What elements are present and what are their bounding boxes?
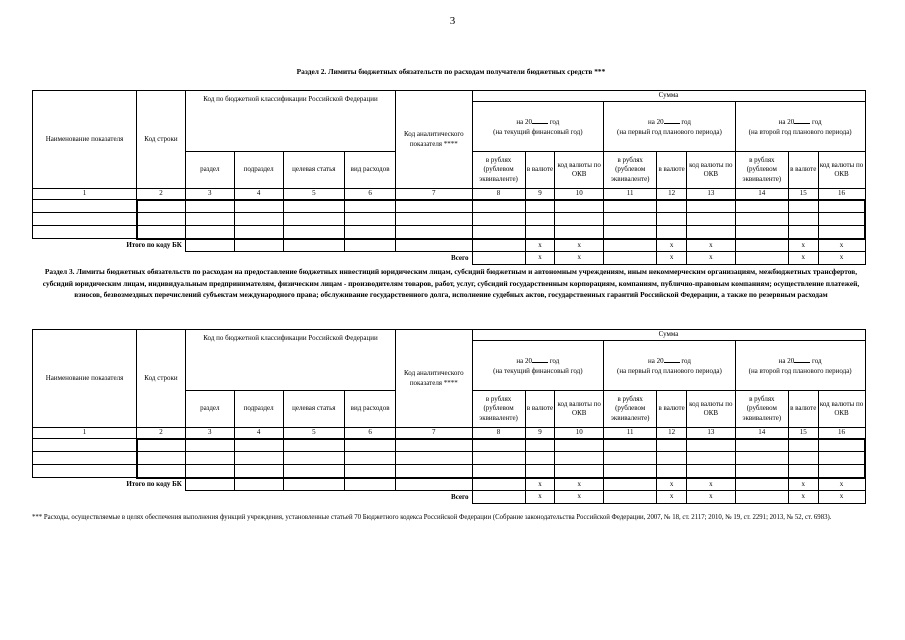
row-name-cell [33,439,137,452]
column-number: 4 [234,428,283,439]
row-name-cell [33,213,137,226]
input-cell[interactable] [185,465,234,478]
input-cell[interactable] [686,213,735,226]
table-row [33,226,866,239]
input-cell[interactable] [472,465,525,478]
table-row [33,213,866,226]
input-cell[interactable] [283,465,345,478]
x-mark: x [525,252,555,265]
x-mark: x [525,491,555,504]
year-suffix: год [681,118,691,126]
column-number: 12 [657,189,687,200]
input-cell[interactable] [818,465,865,478]
row-name-cell [33,226,137,239]
column-number: 6 [345,428,396,439]
x-mark: x [555,491,604,504]
section-3-title: Раздел 3. Лимиты бюджетных обязательств по расходам на предоставление бюджетных инвестиций юридическим лицам, субсидий бюджетным и автономным учреждениям, иным некоммерческим организациям, межбюджетных трансфертов, субсидий юридическим лицам, индивидуальным предпринимателям, физическим лицам - производителям товаров, работ, услуг, субсидий государственным корпорациям, компаниям, публично-правовым компаниям; осуществление платежей, взносов, безвозмездных перечислений субъектам международного права; обслуживание государственного долга, исполнение судебных актов, государственных гарантий Российской Федерации, а также по резервным расходам [42,267,860,299]
header-okv: код валюты по ОКВ [686,152,735,189]
header-rub: в рублях (рублевом эквиваленте) [735,152,788,189]
input-cell[interactable] [735,226,788,239]
year-blank [794,116,810,124]
year-prefix: на 20 [516,357,532,365]
total-bk-label: Итого по коду БК [126,479,182,488]
column-number: 5 [283,189,345,200]
input-cell[interactable] [686,439,735,452]
column-number: 6 [345,189,396,200]
x-mark: x [525,239,555,252]
input-cell[interactable] [345,439,396,452]
input-cell[interactable] [818,213,865,226]
total-all-cell[interactable] [735,491,788,504]
input-cell[interactable] [735,439,788,452]
header-rub: в рублях (рублевом эквиваленте) [472,391,525,428]
header-podrazdel: подраздел [234,152,283,189]
column-number: 15 [788,428,818,439]
column-number: 9 [525,189,555,200]
header-period-1 [472,341,604,391]
input-cell[interactable] [345,213,396,226]
year-prefix: на 20 [647,118,664,126]
input-cell[interactable] [788,200,818,213]
period-label: (на текущий финансовый год) [493,366,583,375]
input-cell[interactable] [555,213,604,226]
header-period-2 [604,341,736,391]
period-label: (на второй год планового периода) [748,127,852,136]
input-cell[interactable] [396,200,472,213]
column-number: 11 [604,428,657,439]
footnote: *** Расходы, осуществляемые в целях обеспечения выполнения функций учреждения, установленные статьей 70 Бюджетного кодекса Российской Федерации (Собрание законодательства Российской Федерации, 2007, № 18, ст. 2117; 2010, № 19, ст. 2291; 2013, № 52, ст. 6983). [32,514,832,521]
input-cell[interactable] [396,452,472,465]
total-all-cell[interactable] [472,252,525,265]
header-name: Наименование показателя [33,91,137,189]
header-period-1 [472,102,604,152]
period-label: (на текущий финансовый год) [493,127,583,136]
input-cell[interactable] [818,200,865,213]
header-podrazdel: подраздел [234,391,283,428]
total-all-cell[interactable] [604,491,657,504]
input-cell[interactable] [137,213,186,226]
input-cell[interactable] [525,213,555,226]
input-cell[interactable] [137,452,186,465]
input-cell[interactable] [283,226,345,239]
input-cell[interactable] [788,465,818,478]
input-cell[interactable] [525,200,555,213]
column-number: 10 [555,189,604,200]
column-number: 1 [33,428,137,439]
column-number: 14 [735,189,788,200]
input-cell[interactable] [788,452,818,465]
header-target: целевая статья [283,152,345,189]
row-name-cell [33,452,137,465]
section-3-table [32,329,866,504]
input-cell[interactable] [185,200,234,213]
x-mark: x [788,252,818,265]
input-cell[interactable] [283,452,345,465]
table-row [33,465,866,478]
input-cell[interactable] [345,452,396,465]
total-cell[interactable] [283,239,345,252]
header-rub: в рублях (рублевом эквиваленте) [604,152,657,189]
input-cell[interactable] [396,226,472,239]
x-mark: x [788,491,818,504]
header-okv: код валюты по ОКВ [686,391,735,428]
header-analytic: Код аналитического показателя **** [396,91,472,189]
year-suffix: год [549,118,560,126]
total-cell[interactable] [472,239,525,252]
input-cell[interactable] [735,200,788,213]
input-cell[interactable] [657,439,687,452]
input-cell[interactable] [604,439,657,452]
column-number: 3 [185,189,234,200]
input-cell[interactable] [735,465,788,478]
input-cell[interactable] [525,439,555,452]
input-cell[interactable] [604,452,657,465]
total-cell[interactable] [604,239,657,252]
header-period-2 [604,102,736,152]
x-mark: x [818,478,865,491]
input-cell[interactable] [472,213,525,226]
total-all-cell[interactable] [472,491,525,504]
total-cell[interactable] [185,478,234,491]
input-cell[interactable] [185,439,234,452]
input-cell[interactable] [234,213,283,226]
total-cell[interactable] [234,478,283,491]
column-number: 13 [686,189,735,200]
header-razdel: раздел [185,391,234,428]
input-cell[interactable] [472,439,525,452]
column-number: 2 [137,189,186,200]
input-cell[interactable] [345,465,396,478]
header-rub: в рублях (рублевом эквиваленте) [604,391,657,428]
input-cell[interactable] [525,465,555,478]
header-row-code: Код строки [137,330,186,428]
header-analytic: Код аналитического показателя **** [396,330,472,428]
input-cell[interactable] [604,226,657,239]
year-prefix: на 20 [778,357,795,365]
year-suffix: год [549,357,560,365]
x-mark: x [525,478,555,491]
section-2-table [32,90,866,265]
input-cell[interactable] [283,439,345,452]
input-cell[interactable] [686,226,735,239]
page-number: 3 [449,15,456,27]
input-cell[interactable] [345,226,396,239]
input-cell[interactable] [234,465,283,478]
year-suffix: год [812,357,822,365]
x-mark: x [657,239,687,252]
input-cell[interactable] [555,452,604,465]
x-mark: x [818,239,865,252]
column-number: 1 [33,189,137,200]
year-prefix: на 20 [778,118,795,126]
input-cell[interactable] [657,226,687,239]
x-mark: x [555,252,604,265]
header-row-code: Код строки [137,91,186,189]
column-number: 2 [137,428,186,439]
input-cell[interactable] [283,200,345,213]
table-row [33,452,866,465]
input-cell[interactable] [137,465,186,478]
total-all-cell[interactable] [735,252,788,265]
header-expense-type: вид расходов [345,152,396,189]
header-period-3 [735,341,865,391]
total-cell[interactable] [185,239,234,252]
input-cell[interactable] [604,465,657,478]
input-cell[interactable] [472,200,525,213]
total-bk-label: Итого по коду БК [126,240,182,249]
x-mark: x [686,239,735,252]
x-mark: x [657,478,687,491]
input-cell[interactable] [234,439,283,452]
total-cell[interactable] [234,239,283,252]
x-mark: x [657,252,687,265]
header-name: Наименование показателя [33,330,137,428]
column-number: 11 [604,189,657,200]
input-cell[interactable] [234,200,283,213]
column-number: 14 [735,428,788,439]
header-okv: код валюты по ОКВ [555,152,604,189]
input-cell[interactable] [234,226,283,239]
table-row [33,200,866,213]
input-cell[interactable] [234,452,283,465]
header-rub: в рублях (рублевом эквиваленте) [735,391,788,428]
year-suffix: год [812,118,822,126]
input-cell[interactable] [472,452,525,465]
input-cell[interactable] [555,439,604,452]
input-cell[interactable] [137,226,186,239]
period-label: (на первый год планового периода) [617,366,722,375]
input-cell[interactable] [657,452,687,465]
row-name-cell [33,465,137,478]
input-cell[interactable] [735,213,788,226]
header-currency: в валюте [525,391,555,428]
header-rub: в рублях (рублевом эквиваленте) [472,152,525,189]
header-razdel: раздел [185,152,234,189]
x-mark: x [818,491,865,504]
column-number: 8 [472,428,525,439]
x-mark: x [686,491,735,504]
column-number: 5 [283,428,345,439]
input-cell[interactable] [472,226,525,239]
x-mark: x [555,239,604,252]
column-number: 10 [555,428,604,439]
column-number: 12 [657,428,687,439]
input-cell[interactable] [604,200,657,213]
section-2-title: Раздел 2. Лимиты бюджетных обязательств по расходам получатели бюджетных средств *** [296,67,606,76]
total-cell[interactable] [396,239,472,252]
input-cell[interactable] [555,465,604,478]
period-label: (на второй год планового периода) [748,366,852,375]
total-cell[interactable] [345,239,396,252]
input-cell[interactable] [657,465,687,478]
x-mark: x [686,478,735,491]
year-prefix: на 20 [516,118,532,126]
column-number: 3 [185,428,234,439]
input-cell[interactable] [555,200,604,213]
year-blank [664,116,680,124]
input-cell[interactable] [686,465,735,478]
total-cell[interactable] [604,478,657,491]
input-cell[interactable] [396,439,472,452]
input-cell[interactable] [185,213,234,226]
header-currency: в валюте [525,152,555,189]
header-currency: в валюте [657,152,687,189]
input-cell[interactable] [185,452,234,465]
total-cell[interactable] [396,478,472,491]
total-cell[interactable] [735,239,788,252]
input-cell[interactable] [137,439,186,452]
header-currency: в валюте [657,391,687,428]
input-cell[interactable] [788,213,818,226]
x-mark: x [818,252,865,265]
x-mark: x [788,239,818,252]
input-cell[interactable] [686,200,735,213]
table-row [33,439,866,452]
input-cell[interactable] [788,226,818,239]
x-mark: x [657,491,687,504]
input-cell[interactable] [137,200,186,213]
x-mark: x [686,252,735,265]
x-mark: x [788,478,818,491]
input-cell[interactable] [283,213,345,226]
header-period-3 [735,102,865,152]
input-cell[interactable] [555,226,604,239]
column-number: 16 [818,428,865,439]
header-bk-code: Код по бюджетной классификации Российской Федерации [185,91,395,152]
total-cell[interactable] [735,478,788,491]
input-cell[interactable] [185,226,234,239]
period-label: (на первый год планового периода) [617,127,722,136]
header-sum: Сумма [472,91,865,102]
column-number: 8 [472,189,525,200]
input-cell[interactable] [818,452,865,465]
header-currency: в валюте [788,152,818,189]
year-blank [664,355,680,363]
year-prefix: на 20 [647,357,664,365]
input-cell[interactable] [657,213,687,226]
total-cell[interactable] [283,478,345,491]
input-cell[interactable] [396,213,472,226]
total-cell[interactable] [472,478,525,491]
column-number: 7 [396,428,472,439]
x-mark: x [555,478,604,491]
input-cell[interactable] [818,226,865,239]
year-blank [532,116,548,124]
input-cell[interactable] [788,439,818,452]
input-cell[interactable] [525,452,555,465]
column-number: 7 [396,189,472,200]
column-number: 4 [234,189,283,200]
input-cell[interactable] [604,213,657,226]
year-suffix: год [681,357,691,365]
year-blank [532,355,548,363]
input-cell[interactable] [735,452,788,465]
input-cell[interactable] [686,452,735,465]
input-cell[interactable] [657,200,687,213]
input-cell[interactable] [525,226,555,239]
header-okv: код валюты по ОКВ [555,391,604,428]
total-cell[interactable] [345,478,396,491]
column-number: 9 [525,428,555,439]
header-bk-code: Код по бюджетной классификации Российской Федерации [185,330,395,391]
year-blank [794,355,810,363]
column-number: 16 [818,189,865,200]
row-name-cell [33,200,137,213]
column-number: 13 [686,428,735,439]
header-currency: в валюте [788,391,818,428]
total-all-label: Всего [451,492,469,501]
header-okv: код валюты по ОКВ [818,152,865,189]
header-sum: Сумма [472,330,865,341]
header-okv: код валюты по ОКВ [818,391,865,428]
header-expense-type: вид расходов [345,391,396,428]
total-all-label: Всего [451,253,469,262]
column-number: 15 [788,189,818,200]
input-cell[interactable] [396,465,472,478]
input-cell[interactable] [818,439,865,452]
total-all-cell[interactable] [604,252,657,265]
header-target: целевая статья [283,391,345,428]
input-cell[interactable] [345,200,396,213]
